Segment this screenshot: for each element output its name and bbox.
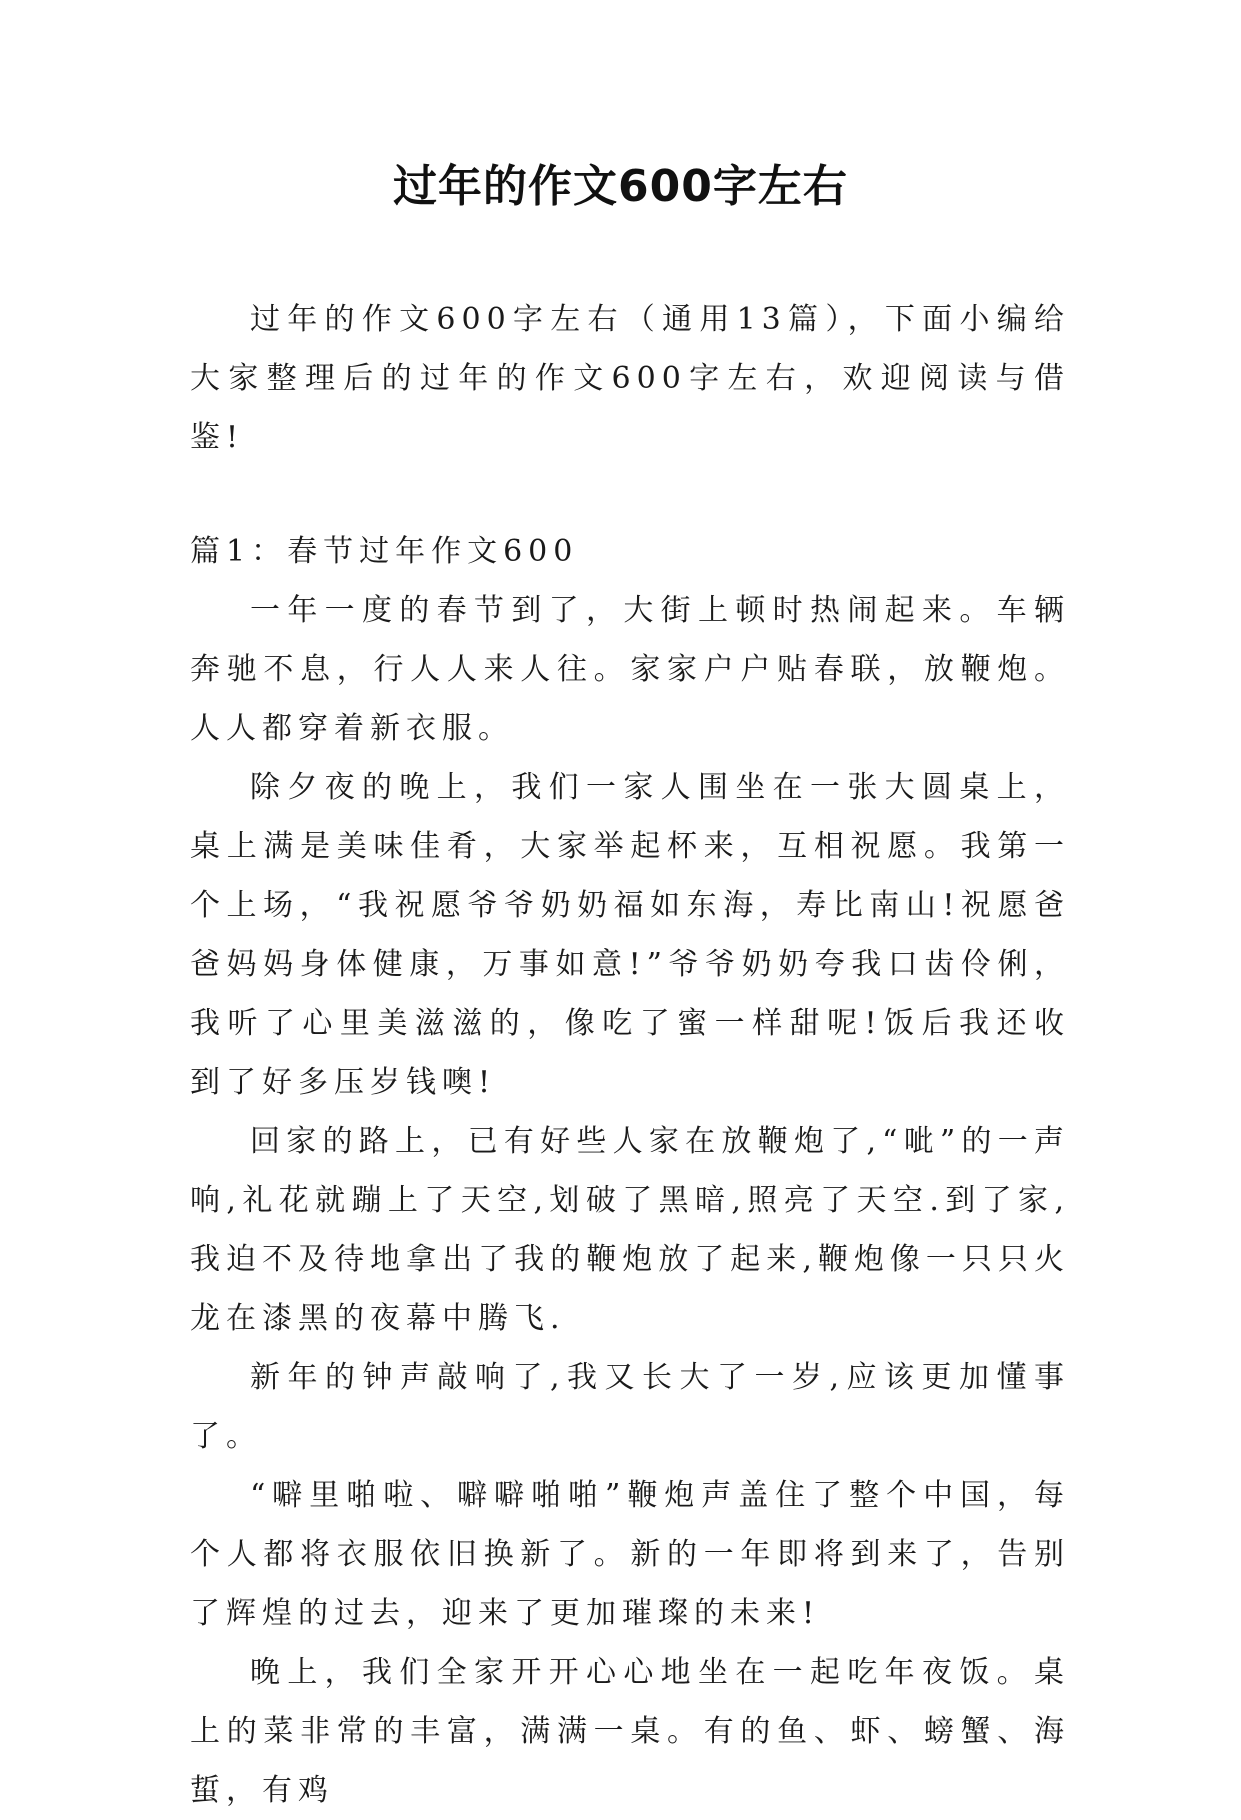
- body-paragraph: 回家的路上，已有好些人家在放鞭炮了,“呲”的一声响,礼花就蹦上了天空,划破了黑暗,照亮了天空.到了家,我迫不及待地拿出了我的鞭炮放了起来,鞭炮像一只只火龙在漆黑的夜幕中腾飞.: [190, 1124, 1070, 1336]
- body-paragraph: 一年一度的春节到了，大街上顿时热闹起来。车辆奔驰不息，行人人来人往。家家户户贴春联，放鞭炮。人人都穿着新衣服。: [190, 593, 1070, 746]
- intro-paragraph: 过年的作文600字左右（通用13篇），下面小编给大家整理后的过年的作文600字左右，欢迎阅读与借鉴!: [190, 302, 1070, 455]
- section-heading: 篇1：春节过年作文600: [190, 534, 579, 569]
- document-title: 过年的作文600字左右: [393, 161, 848, 212]
- document-body: [190, 290, 1070, 1820]
- body-paragraph: 晚上，我们全家开开心心地坐在一起吃年夜饭。桌上的菜非常的丰富，满满一桌。有的鱼、虾、螃蟹、海蜇，有鸡: [190, 1655, 1070, 1808]
- body-paragraph: 除夕夜的晚上，我们一家人围坐在一张大圆桌上，桌上满是美味佳肴，大家举起杯来，互相祝愿。我第一个上场，“我祝愿爷爷奶奶福如东海，寿比南山!祝愿爸爸妈妈身体健康，万事如意!”爷爷奶奶夸我口齿伶俐，我听了心里美滋滋的，像吃了蜜一样甜呢!饭后我还收到了好多压岁钱噢!: [190, 770, 1070, 1100]
- body-paragraph: 新年的钟声敲响了,我又长大了一岁,应该更加懂事了。: [190, 1360, 1070, 1454]
- section-spacer: [190, 467, 1070, 522]
- body-paragraph: “噼里啪啦、噼噼啪啪”鞭炮声盖住了整个中国，每个人都将衣服依旧换新了。新的一年即将到来了，告别了辉煌的过去，迎来了更加璀璨的未来!: [190, 1478, 1070, 1631]
